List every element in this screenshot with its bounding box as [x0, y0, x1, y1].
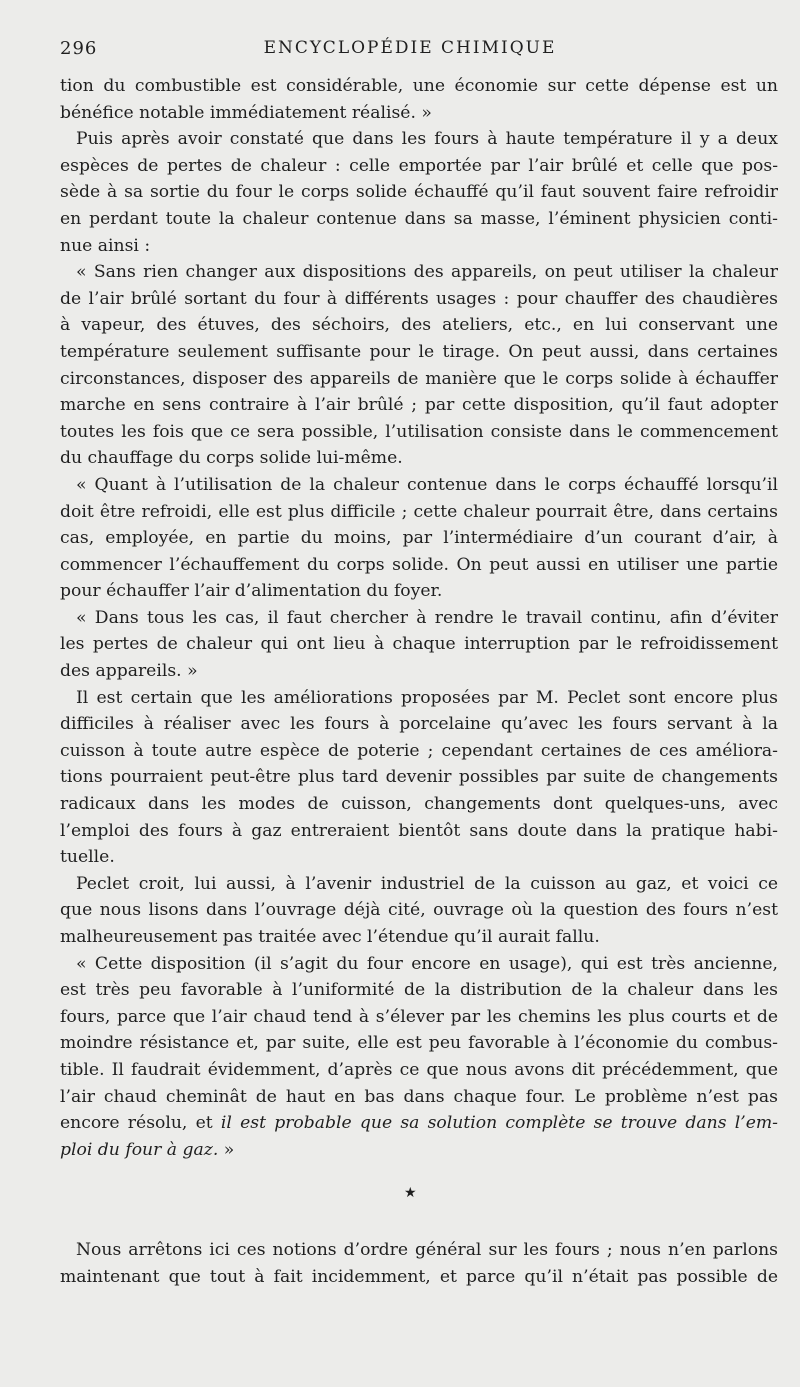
text-line: Peclet croit, lui aussi, à l’avenir industriel de la cuisson au gaz, et voici ce [76, 873, 778, 894]
text-line: bénéfice notable immédiatement réalisé. » [60, 102, 432, 123]
closing-paragraph [60, 1237, 778, 1290]
text-line: sède à sa sortie du four le corps solide échauffé qu’il faut souvent faire refroidir [60, 182, 778, 203]
text-line: « Cette disposition (il s’agit du four encore en usage), qui est très ancienne, [76, 953, 778, 974]
text-line: difficiles à réaliser avec les fours à porcelaine qu’avec les fours servant à la [60, 714, 778, 735]
text-line-mixed [60, 1110, 778, 1137]
text-normal: encore résolu, et [60, 1113, 221, 1134]
text-line: espèces de pertes de chaleur : celle emportée par l’air brûlé et celle que pos- [60, 155, 778, 176]
text-line: tuelle. [60, 847, 115, 868]
running-title: ENCYCLOPÉDIE CHIMIQUE [263, 38, 557, 58]
page-number: 296 [60, 38, 98, 59]
text-line: température seulement suffisante pour le tirage. On peut aussi, dans certaines [60, 341, 778, 362]
text-line: Nous arrêtons ici ces notions d’ordre général sur les fours ; nous n’en parlons [76, 1240, 778, 1260]
text-line: l’emploi des fours à gaz entreraient bientôt sans doute dans la pratique habi- [60, 820, 778, 841]
text-line: cas, employée, en partie du moins, par l’intermédiaire d’un courant d’air, à [60, 528, 778, 549]
text-line: radicaux dans les modes de cuisson, changements dont quelques-uns, avec [60, 794, 778, 815]
text-line: « Quant à l’utilisation de la chaleur contenue dans le corps échauffé lorsqu’il [76, 474, 778, 495]
text-line: cuisson à toute autre espèce de poterie ; cependant certaines de ces améliora- [60, 740, 778, 761]
text-line: est très peu favorable à l’uniformité de la distribution de la chaleur dans les [60, 980, 778, 1001]
text-line: des appareils. » [60, 661, 198, 682]
text-line: marche en sens contraire à l’air brûlé ; par cette disposition, qu’il faut adopter [60, 395, 778, 416]
text-line: toutes les fois que ce sera possible, l’utilisation consiste dans le commencement [60, 421, 778, 442]
text-line: les pertes de chaleur qui ont lieu à chaque interruption par le refroidissement [60, 634, 778, 655]
text-normal: » [218, 1139, 235, 1160]
text-line: à vapeur, des étuves, des séchoirs, des ateliers, etc., en lui conservant une [60, 315, 778, 336]
text-line: « Dans tous les cas, il faut chercher à rendre le travail continu, afin d’éviter [76, 607, 778, 628]
text-line: tions pourraient peut-être plus tard devenir possibles par suite de changements [60, 767, 778, 788]
text-line: Il est certain que les améliorations proposées par M. Peclet sont encore plus [76, 687, 778, 708]
body-text [60, 73, 778, 1163]
text-line: commencer l’échauffement du corps solide. On peut aussi en utiliser une partie [60, 554, 778, 575]
text-line: tible. Il faudrait évidemment, d’après ce que nous avons dit précédemment, que [60, 1059, 778, 1080]
text-line: que nous lisons dans l’ouvrage déjà cité, ouvrage où la question des fours n’est [60, 900, 778, 921]
text-line-mixed [60, 1137, 778, 1164]
text-line: doit être refroidi, elle est plus difficile ; cette chaleur pourrait être, dans certains [60, 501, 778, 522]
text-line: circonstances, disposer des appareils de manière que le corps solide à échauffer [60, 368, 778, 389]
text-line: l’air chaud cheminât de haut en bas dans chaque four. Le problème n’est pas [60, 1086, 778, 1107]
section-separator-star: ★ [404, 1185, 417, 1201]
text-line: en perdant toute la chaleur contenue dans sa masse, l’éminent physicien conti- [60, 208, 778, 229]
text-line: du chauffage du corps solide lui-même. [60, 448, 403, 469]
text-line: de l’air brûlé sortant du four à différents usages : pour chauffer des chaudières [60, 288, 778, 309]
text-line: malheureusement pas traitée avec l’étendue qu’il aurait fallu. [60, 927, 600, 947]
text-line: fours, parce que l’air chaud tend à s’élever par les chemins les plus courts et de [60, 1006, 778, 1027]
text-italic: ploi du four à gaz. [60, 1139, 219, 1160]
text-line: maintenant que tout à fait incidemment, et parce qu’il n’était pas possible de [60, 1266, 778, 1287]
text-line: nue ainsi : [60, 235, 151, 256]
text-line: « Sans rien changer aux dispositions des appareils, on peut utiliser la chaleur [76, 262, 778, 283]
text-line: pour échauffer l’air d’alimentation du foyer. [60, 581, 443, 602]
text-italic: il est probable que sa solution complète se trouve dans l’em- [220, 1113, 778, 1134]
text-line: moindre résistance et, par suite, elle est peu favorable à l’économie du combus- [60, 1033, 778, 1054]
text-line: Puis après avoir constaté que dans les fours à haute température il y a deux [76, 129, 778, 150]
text-line: tion du combustible est considérable, une économie sur cette dépense est un [60, 76, 778, 96]
running-head [60, 38, 760, 62]
